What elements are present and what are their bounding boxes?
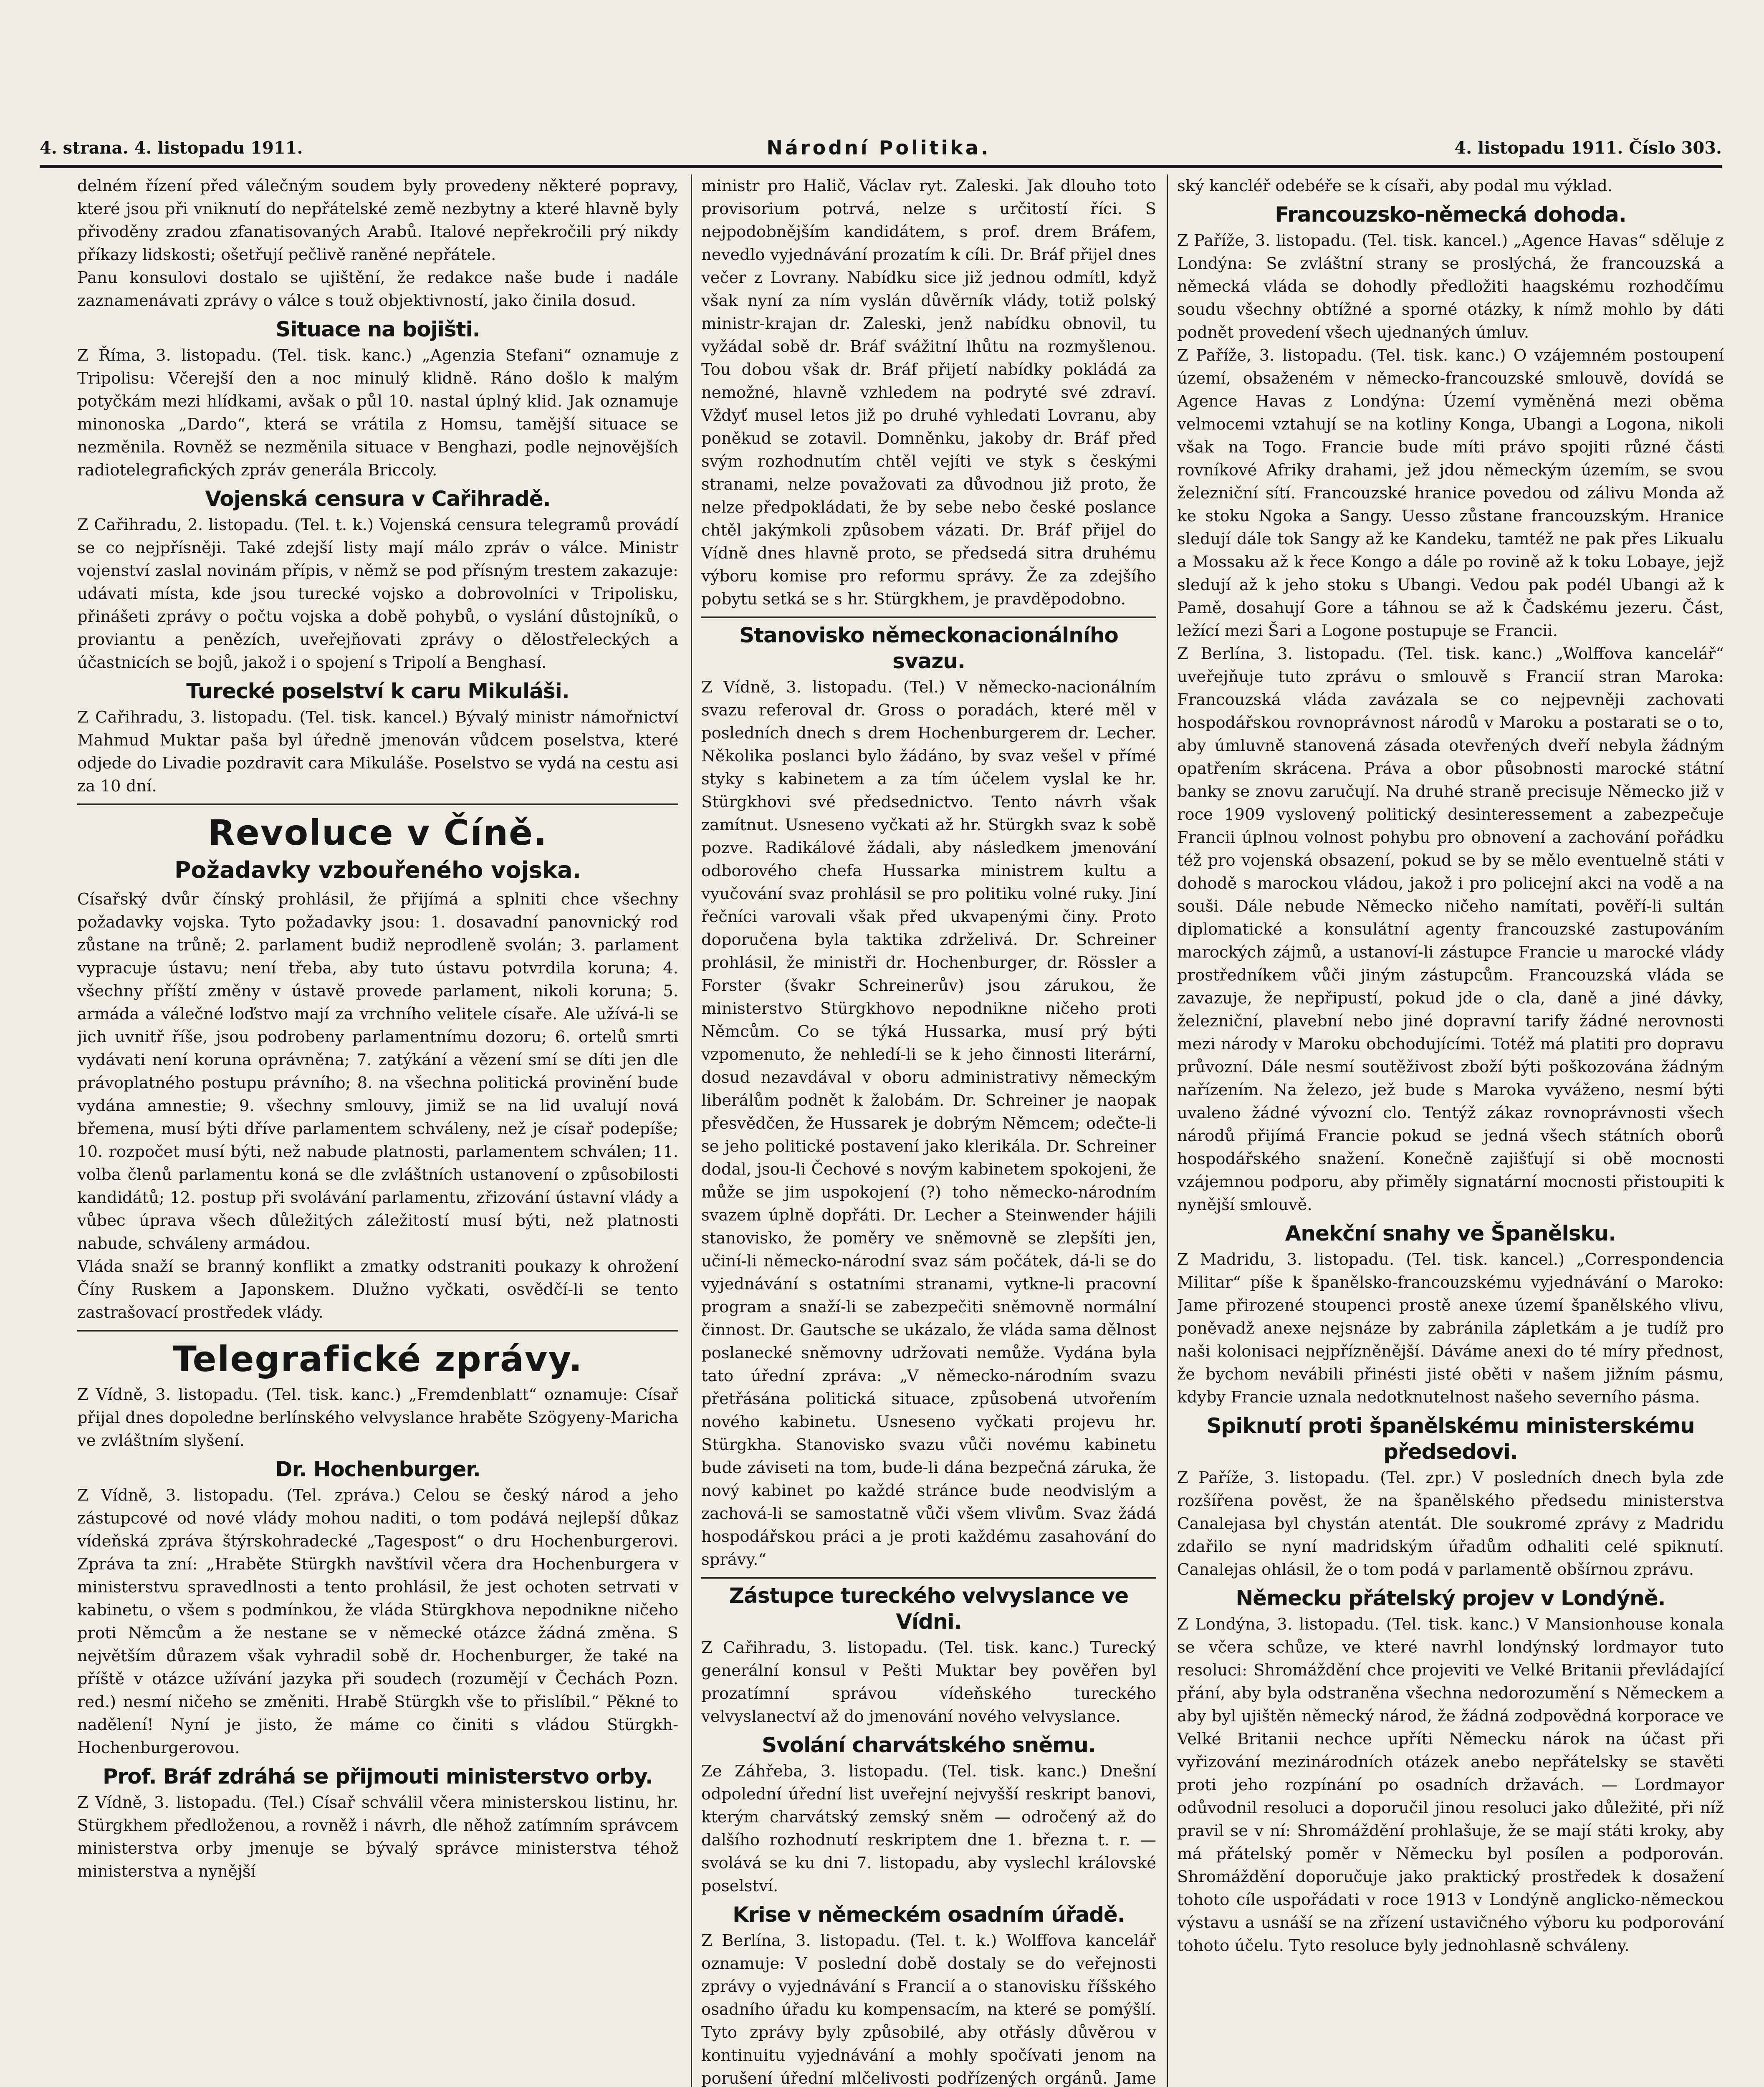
- article-headline: Francouzsko-německá dohoda.: [1275, 202, 1626, 227]
- section-rule: [77, 803, 678, 805]
- article-paragraph: Z Berlína, 3. listopadu. (Tel. tisk. kanc.) „Wolffova kancelář“ uveřejňuje tuto zprávu o smlouvě s Francií stran Maroka: Francouzská vláda zavázala se co nejpevněji zachovati hospodářskou rovnoprávnost národů v Maroku a postarati se o to, aby úmluvně stanovená zásada otevřených dveří nebyla žádným opatřením skrácena. Práva a obor působnosti marocké státní banky se znovu zaručují. Na druhé straně precisuje Německo již v roce 1909 vyslovený politický desinteressement a zabezpečuje Francii úplnou volnost pohybu pro obnovení a zachování pořádku též pro vojenská obsazení, pokud se by se mělo eventuelně státi v dohodě s marockou vládou, jakož i pro policejní akci na vodě a na souši. Dále nebude Německo ničeho namítati, pověří-li sultán diplomatické a konsulátní agenty francouzské zastupováním marockých zájmů, a ustanoví-li zástupce Francie u marocké vlády prostředníkem vůči jiným zástupcům. Francouzská vláda se zavazuje, že nepřipustí, pokud jde o cla, daně a jiné dávky, železniční, plavební nebo jiné dopravní tarify žádné nerovnosti mezi národy v Maroku obchodujícími. Totéž má platiti pro dopravu průvozní. Dále nesmí soutěživost zboží býti poškozována žádným nařízením. Na železo, jež bude s Maroka vyváženo, nesmí býti uvaleno žádné vývozní clo. Tentýž zákaz rovnoprávnosti všech národů přijímá Francie pokud se jedná všech státních oborů hospodářského snažení. Konečně zajišťují si obě mocnosti vzájemnou podporu, aby přiměly signatární mocnosti přistoupiti k nynější smlouvě.: [1177, 644, 1724, 1214]
- article-paragraph: Vláda snaží se branný konflikt a zmatky odstraniti poukazy k ohrožení Číny Ruskem a Japonskem. Dlužno vyčkati, osvědčí-li se tento zastrašovací prostředek vlády.: [77, 1257, 678, 1322]
- article-paragraph: Panu konsulovi dostalo se ujištění, že redakce naše bude i nadále zaznamenávati zprávy o válce s touž objektivností, jako činila dosud.: [77, 268, 678, 310]
- article-paragraph: ský kancléř odebéře se k císaři, aby podal mu výklad.: [1177, 177, 1613, 195]
- article-headline: Prof. Bráf zdráhá se přijmouti ministerstvo orby.: [102, 1764, 653, 1789]
- article-headline: Situace na bojišti.: [275, 317, 480, 341]
- article-paragraph: Z Paříže, 3. listopadu. (Tel. zpr.) V posledních dnech byla zde rozšířena pověst, že na španělského předsedu ministerstva Canalejasa byl chystán atentát. Dle soukromé zprávy z Madridu zdařilo se nyní madridským úřadům odhaliti celé spiknutí. Canalejas ohlásil, že o tom podá v parlamentě obšírnou zprávu.: [1177, 1468, 1724, 1579]
- header-right: 4. listopadu 1911. Číslo 303.: [1454, 138, 1722, 158]
- page-header: [40, 133, 1722, 163]
- column-1: [77, 174, 678, 2087]
- article-paragraph: Z Londýna, 3. listopadu. (Tel. tisk. kanc.) V Mansionhouse konala se včera schůze, ve které navrhl londýnský lordmayor tuto resoluci: Shromáždění chce projeviti ve Velké Britanii převládající přání, aby byla odstraněna všechna nedorozumění s Německem a aby byl ujištěn německý národ, že žádná zodpovědná korporace ve Velké Britanii nechce upříti Německu nárok na účast při vyřizování mezinárodních otázek anebo nepřátelsky se stavěti proti jeho rozpínání po osadních državách. — Lordmayor odůvodnil resoluci a doporučil jinou resoluci jako důležité, při níž pravil se v ní: Shromáždění prohlašuje, že se mají státi kroky, aby má přátelský poměr v Německu byl posílen a podporován. Shromáždění doporučuje jako praktický prostředek k dosažení tohoto cíle uspořádati v roce 1913 v Londýně anglicko-německou výstavu a usnáší se na zřízení ustavičného výboru ku podporování tohoto účelu. Tyto resoluce byly jednohlasně schváleny.: [1177, 1615, 1724, 1955]
- article-paragraph: Z Paříže, 3. listopadu. (Tel. tisk. kanc.) O vzájemném postoupení území, obsaženém v německo-francouzské smlouvě, dovídá se Agence Havas z Londýna: Území vyměněná mezi oběma velmocemi vztahují se na kotliny Konga, Ubangi a Logona, nikoli však na Togo. Francie bude míti právo spojiti různé části rovníkové Afriky drahami, jež jdou německým územím, se svou železniční sítí. Francouzské hranice povedou od zálivu Monda až ke stoku Ngoka a Sangy. Uesso zůstane francouzským. Hranice sledují dále tok Sangy až ke Kandeku, tamtéž ne pak přes Likualu a Mossaku až k řece Kongo a dále po rovině až k toku Lobaye, jejž sledují až k jeho stoku s Ubangi. Vedou pak podél Ubangi až k Pamě, dosahují Gore a táhnou se až k Čadskému jezeru. Část, ležící mezi Šari a Logone postupuje se Francii.: [1177, 346, 1724, 640]
- article-headline: Vojenská censura v Cařihradě.: [205, 487, 551, 511]
- article-paragraph: Z Vídně, 3. listopadu. (Tel.) Císař schválil včera ministerskou listinu, hr. Stürgkhem předloženou, a rovněž i návrh, dle něhož zatímním správcem ministerstva orby jmenuje se bývalý správce ministerstva téhož ministerstva a nynější: [77, 1793, 678, 1881]
- article-paragraph: delném řízení před válečným soudem byly provedeny některé popravy, které jsou při vniknutí do nepřátelské země nezbytny a které hlavně byly přivoděny zradou zfanatisovaných Arabů. Italové nepřekročili prý nikdy příkazy lidskosti; ošetřují pečlivě raněné nepřátele.: [77, 177, 678, 264]
- article-paragraph: Z Cařihradu, 3. listopadu. (Tel. tisk. kanc.) Turecký generální konsul v Pešti Muktar bey pověřen byl prozatímní správou vídeňského tureckého velvyslanectví až do jmenování nového velvyslance.: [701, 1638, 1156, 1726]
- article-headline: Stanovisko německonacionálního svazu.: [739, 623, 1118, 673]
- article-headline: Turecké poselství k caru Mikuláši.: [186, 679, 569, 703]
- header-left: 4. strana. 4. listopadu 1911.: [40, 138, 303, 158]
- section-headline: Revoluce v Číně.: [208, 812, 548, 853]
- article-headline: Zástupce tureckého velvyslance ve Vídni.: [729, 1584, 1129, 1634]
- article-paragraph: Z Cařihradu, 3. listopadu. (Tel. tisk. kancel.) Bývalý ministr námořnictví Mahmud Muktar paša byl úředně jmenován vůdcem poselstva, které odjede do Livadie pozdravit cara Mikuláše. Poselstvo se vydá na cestu asi za 10 dní.: [77, 708, 678, 796]
- section-rule: [77, 1330, 678, 1332]
- article-paragraph: Z Paříže, 3. listopadu. (Tel. tisk. kancel.) „Agence Havas“ sděluje z Londýna: Se zvláštní strany se proslýchá, že francouzská a německá vláda se dohodly předložiti haagskému rozhodčímu soudu všechny obtížné a sporné otázky, k nímž mohlo by dáti podnět provedení všech ujednaných úmluv.: [1177, 231, 1724, 342]
- masthead-title: Národní Politika.: [766, 136, 991, 159]
- column-3: [1177, 174, 1724, 2087]
- article-headline: Dr. Hochenburger.: [275, 1457, 480, 1481]
- article-paragraph: Z Cařihradu, 2. listopadu. (Tel. t. k.) Vojenská censura telegramů provádí se co nejpřísněji. Také zdejší listy mají málo zpráv o válce. Ministr vojenství zaslal novinám přípis, v němž se pod přísným trestem zakazuje: udávati místa, kde jsou turecké vojsko a dobrovolníci v Tripolisku, přinášeti zprávy o počtu vojska a době pohybů, o vyslání důstojníků, o proviantu a penězích, uveřejňovati zprávy o dělostřeleckých a účastnicích se bojů, jakož i o spojení s Tripolí a Benghasí.: [77, 515, 678, 672]
- article-headline: Anekční snahy ve Španělsku.: [1285, 1221, 1616, 1246]
- section-headline: Telegrafické zprávy.: [172, 1339, 583, 1380]
- article-paragraph: Z Vídně, 3. listopadu. (Tel. tisk. kanc.) „Fremdenblatt“ oznamuje: Císař přijal dnes dopoledne berlínského velvyslance hraběte Szögyeny-Maricha ve zvláštním slyšení.: [77, 1385, 678, 1450]
- article-headline: Svolání charvátského sněmu.: [762, 1733, 1096, 1757]
- article-paragraph: Z Madridu, 3. listopadu. (Tel. tisk. kancel.) „Correspondencia Militar“ píše k španělsko-francouzskému vyjednávání o Maroko: Jame přirozené stoupenci prostě anexe území španělského vlivu, poněvadž anexe nejsnáze by zabránila zápletkám a je tudíž pro naši kolonisaci nejpřízněnější. Dáváme anexi do té míry přednost, že bychom nevábili přinésti jisté oběti v našem jižním pásmu, kdyby Francie uznala nedotknutelnost našeho severního pásma.: [1177, 1250, 1724, 1407]
- article-paragraph: Z Říma, 3. listopadu. (Tel. tisk. kanc.) „Agenzia Stefani“ oznamuje z Tripolisu: Včerejší den a noc minulý klidně. Ráno došlo k malým potyčkám mezi hlídkami, avšak o půl 10. nastal úplný klid. Jak oznamuje minonoska „Dardo“, která se vrátila z Homsu, tamější situace se nezměnila. Rovněž se nezměnila situace v Benghazi, podle nejnovějších radiotelegrafických zpráv generála Briccoly.: [77, 346, 678, 480]
- article-paragraph: Ze Záhřeba, 3. listopadu. (Tel. tisk. kanc.) Dnešní odpolední úřední list uveřejní nejvyšší reskript banovi, kterým charvátský zemský sněm — odročený až do dalšího rozhodnutí reskriptem dne 1. března t. r. — svolává se ku dni 7. listopadu, aby vyslechl královské poselství.: [701, 1762, 1156, 1895]
- header-rule: [40, 165, 1722, 168]
- article-paragraph: Z Berlína, 3. listopadu. (Tel. t. k.) Wolffova kancelář oznamuje: V poslední době dostaly se do veřejnosti zprávy o vyjednávání s Francií a o stanovisku říšského osadního úřadu ku kompensacím, na které se pomýšlí. Tyto zprávy byly způsobilé, aby otřásly důvěrou v kontinuitu vyjednávání a mohly spočívati jenom na porušení úřední mlčelivosti podřízených orgánů. Jame: [701, 1931, 1156, 2087]
- section-rule: [701, 1577, 1156, 1579]
- section-rule: [701, 616, 1156, 618]
- column-divider: [1167, 174, 1168, 2087]
- article-paragraph: Z Vídně, 3. listopadu. (Tel.) V německo-nacionálním svazu referoval dr. Gross o poradách, které měl v posledních dnech s drem Hochenburgerem dr. Lecher. Několika poslanci bylo žádáno, by svaz vešel v přímé styky s kabinetem a za tím účelem vyslal ke hr. Stürgkhovi své předsednictvo. Tento návrh však zamítnut. Usneseno vyčkati až hr. Stürgkh svaz k sobě pozve. Radikálové žádali, aby následkem jmenování odborového chefa Hussarka ministrem kultu a vyučování svaz prohlásil se pro politiku volné ruky. Jiní řečníci varovali však před ukvapenými činy. Proto doporučena byla taktika zdrželivá. Dr. Schreiner prohlásil, že ministři dr. Hochenburger, dr. Rössler a Forster (švakr Schreinerův) jsou zárukou, že ministerstvo Stürgkhovo nepodnikne ničeho proti Němcům. Co se týká Hussarka, musí prý býti vzpomenuto, že nehledí-li se k jeho činnosti literární, dosud nezavdával v oboru administrativy německým liberálům podnět k žalobám. Dr. Schreiner je naopak přesvědčen, že Hussarek je dobrým Němcem; odečte-li se jeho politické postavení jako klerikála. Dr. Schreiner dodal, jsou-li Čechové s novým kabinetem spokojeni, že může se jim uspokojení (?) toho německo-národním svazem úplně dopřáti. Dr. Lecher a Steinwender hájili stanovisko, že poměry ve sněmovně se zlepšíti jen, učiní-li německo-národní svaz sám počátek, dá-li se do vyjednávání s ostatními stranami, vytkne-li pracovní program a snaží-li se zabezpečiti sněmovně normální činnost. Dr. Gautsche se ukázalo, že vláda sama dělnost poslanecké sněmovny udržovati nemůže. Vydána byla tato úřední zpráva: „V německo-národním svazu přetřásána politická situace, způsobená utvořením nového kabinetu. Usneseno vyčkati projevu hr. Stürgkha. Stanovisko svazu vůči novému kabinetu bude záviseti na tom, bude-li dána bezpečná záruka, že nový kabinet po každé stránce bude neodvislým a zachová-li se samostatně vůči všem vlivům. Svaz žádá hospodářskou práci a je proti každému zasahování do správy.“: [701, 678, 1156, 1569]
- column-2: [701, 174, 1156, 2087]
- section-subheadline: Požadavky vzbouřeného vojska.: [174, 857, 581, 883]
- article-paragraph: Císařský dvůr čínský prohlásil, že přijímá a splniti chce všechny požadavky vojska. Tyto požadavky jsou: 1. dosavadní panovnický rod zůstane na trůně; 2. parlament budiž neprodleně svolán; 3. parlament vypracuje ústavu; není třeba, aby tuto ústavu potvrdila koruna; 4. všechny příští změny v ústavě provede parlament, nikoli koruna; 5. armáda a válečné loďstvo mají za vrchního velitele císaře. Ale užívá-li se jich uvnitř říše, jsou podrobeny parlamentnímu dozoru; 6. ortelů smrti vydávati není koruna oprávněna; 7. zatýkání a vězení smí se díti jen dle právoplatného postupu právního; 8. na všechna politická provinění bude vydána amnestie; 9. všechny smlouvy, jimiž se na lid uvalují nová břemena, musí býti dříve parlamentem schváleny, než je císař podepíše; 10. rozpočet musí býti, než nabude platnosti, parlamentem schválen; 11. volba členů parlamentu koná se dle zvláštních ustanovení o způsobilosti kandidátů; 12. postup při svolávání parlamentu, zřizování ústavní vlády a vůbec úprava všech důležitých záležitostí musí býti, než platnosti nabude, schváleny armádou.: [77, 890, 678, 1253]
- article-paragraph: ministr pro Halič, Václav ryt. Zaleski. Jak dlouho toto provisorium potrvá, nelze s určitostí říci. S nejpodobnějším kandidátem, s prof. drem Bráfem, nevedlo vyjednávání prozatím k cíli. Dr. Bráf přijel dnes večer z Lovrany. Nabídku sice již jednou odmítl, když však nyní za ním vyslán důvěrník vlády, totiž polský ministr-krajan dr. Zaleski, jenž nabídku obnovil, tu vyžádal sobě dr. Bráf svážitní lhůtu na rozmyšlenou. Tou dobou však dr. Bráf přijetí nabídky pokládá za nemožné, hlavně vzhledem na podryté své zdraví. Vždyť musel letos již po druhé vyhledati Lovranu, aby poněkud se zotavil. Domněnku, jakoby dr. Bráf před svým rozhodnutím chtěl vejíti ve styk s českými stranami, nelze považovati za důvodnou již proto, že nelze předpokládati, že by sebe nebo české poslance chtěl jakýmkoli způsobem vázati. Dr. Bráf přijel do Vídně dnes hlavně proto, se předsedá sitra druhému výboru komise pro reformu správy. Že za zdejšího pobytu setká se s hr. Stürgkhem, je pravděpodobno.: [701, 177, 1156, 609]
- column-divider: [691, 174, 692, 2087]
- article-headline: Krise v německém osadním úřadě.: [733, 1903, 1125, 1927]
- article-headline: Německu přátelský projev v Londýně.: [1236, 1586, 1665, 1610]
- article-paragraph: Z Vídně, 3. listopadu. (Tel. zpráva.) Celou se český národ a jeho zástupcové od nové vlády mohou naditi, o tom podává nejlepší důkaz vídeňská zpráva štýrskohradecké „Tagespost“ o dru Hochenburgerovi. Zpráva ta zní: „Hraběte Stürgkh navštívil včera dra Hochenburgera v ministerstvu spravedlnosti a tento prohlásil, že jest ochoten setrvati v kabinetu, o všem s podmínkou, že vláda Stürgkhova nepodnikne ničeho proti Němcům a že nestane se v německé otázce žádná změna. S největším důrazem však vyhradil sobě dr. Hochenburger, že také na příště v otázce užívání jazyka při soudech (rozumějí v Čechách Pozn. red.) nesmí ničeho se změniti. Hrabě Stürgkh vše to přislíbil.“ Pěkné to nadělení! Nyní je jisto, že máme co činiti s vládou Stürgkh-Hochenburgerovou.: [77, 1486, 678, 1757]
- article-headline: Spiknutí proti španělskému ministerskému předsedovi.: [1206, 1414, 1695, 1464]
